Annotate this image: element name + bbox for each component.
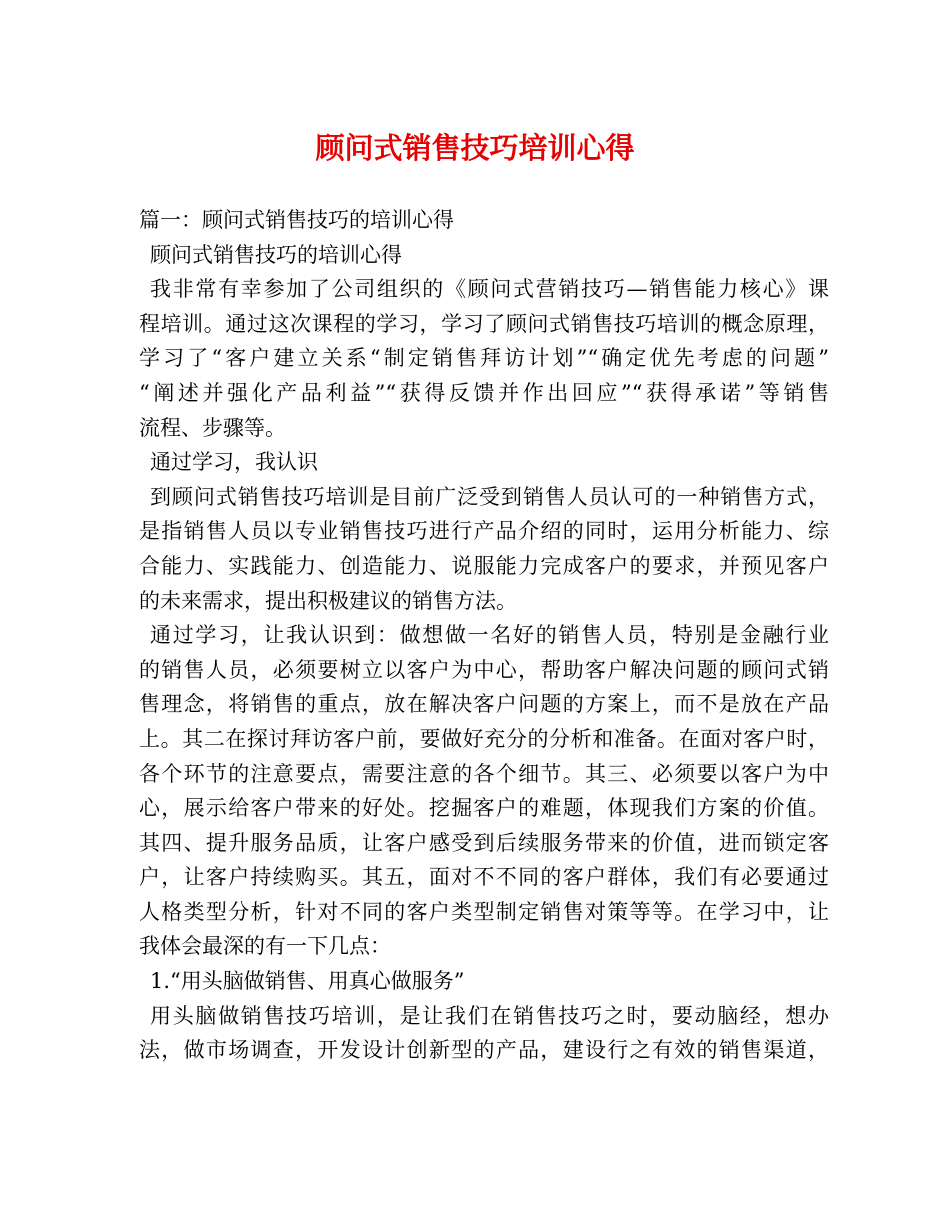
subheading: 顾问式销售技巧的培训心得 xyxy=(150,242,402,267)
text-line: 心，展示给客户带来的好处。挖掘客户的难题，体现我们方案的价值。 xyxy=(139,796,829,821)
text-line: 户，让客户持续购买。其五，面对不不同的客户群体，我们有必要通过 xyxy=(139,865,829,890)
text-line: 的销售人员，必须要树立以客户为中心，帮助客户解决问题的顾问式销 xyxy=(139,657,829,682)
text-line: 售理念，将销售的重点，放在解决客户问题的方案上，而不是放在产品 xyxy=(139,692,829,717)
document-title: 顾问式销售技巧培训心得 xyxy=(315,131,635,165)
text-line: 学习了“客户建立关系“制定销售拜访计划”“确定优先考虑的问题” xyxy=(139,346,829,371)
text-line: 各个环节的注意要点，需要注意的各个细节。其三、必须要以客户为中 xyxy=(139,761,829,786)
section-heading: 篇一：顾问式销售技巧的培训心得 xyxy=(139,208,454,232)
text-line: 到顾问式销售技巧培训是目前广泛受到销售人员认可的一种销售方式， xyxy=(150,484,829,509)
text-line: 我体会最深的有一下几点： xyxy=(139,934,391,959)
text-line: “阐述并强化产品利益”“获得反馈并作出回应”“获得承诺”等销售 xyxy=(139,380,829,405)
text-line: 通过学习，让我认识到：做想做一名好的销售人员，特别是金融行业 xyxy=(150,623,829,648)
text-line: 人格类型分析，针对不同的客户类型制定销售对策等等。在学习中，让 xyxy=(139,899,829,924)
text-line: 的未来需求，提出积极建议的销售方法。 xyxy=(139,588,517,613)
text-line: 我非常有幸参加了公司组织的《顾问式营销技巧—销售能力核心》课 xyxy=(150,277,829,302)
text-line: 程培训。通过这次课程的学习，学习了顾问式销售技巧培训的概念原理， xyxy=(139,311,829,336)
text-line: 通过学习，我认识 xyxy=(150,450,318,475)
document-body xyxy=(139,203,829,1068)
text-line: 上。其二在探讨拜访客户前，要做好充分的分析和准备。在面对客户时， xyxy=(139,726,829,751)
text-line: 用头脑做销售技巧培训，是让我们在销售技巧之时，要动脑经，想办 xyxy=(150,1003,829,1028)
list-item-heading: 1.“用头脑做销售、用真心做服务” xyxy=(150,969,465,994)
text-line: 法，做市场调查，开发设计创新型的产品，建设行之有效的销售渠道， xyxy=(139,1038,829,1063)
text-line: 是指销售人员以专业销售技巧进行产品介绍的同时，运用分析能力、综 xyxy=(139,519,829,544)
text-line: 其四、提升服务品质，让客户感受到后续服务带来的价值，进而锁定客 xyxy=(139,830,829,855)
text-line: 合能力、实践能力、创造能力、说服能力完成客户的要求，并预见客户 xyxy=(139,553,829,578)
text-line: 流程、步骤等。 xyxy=(139,415,286,440)
